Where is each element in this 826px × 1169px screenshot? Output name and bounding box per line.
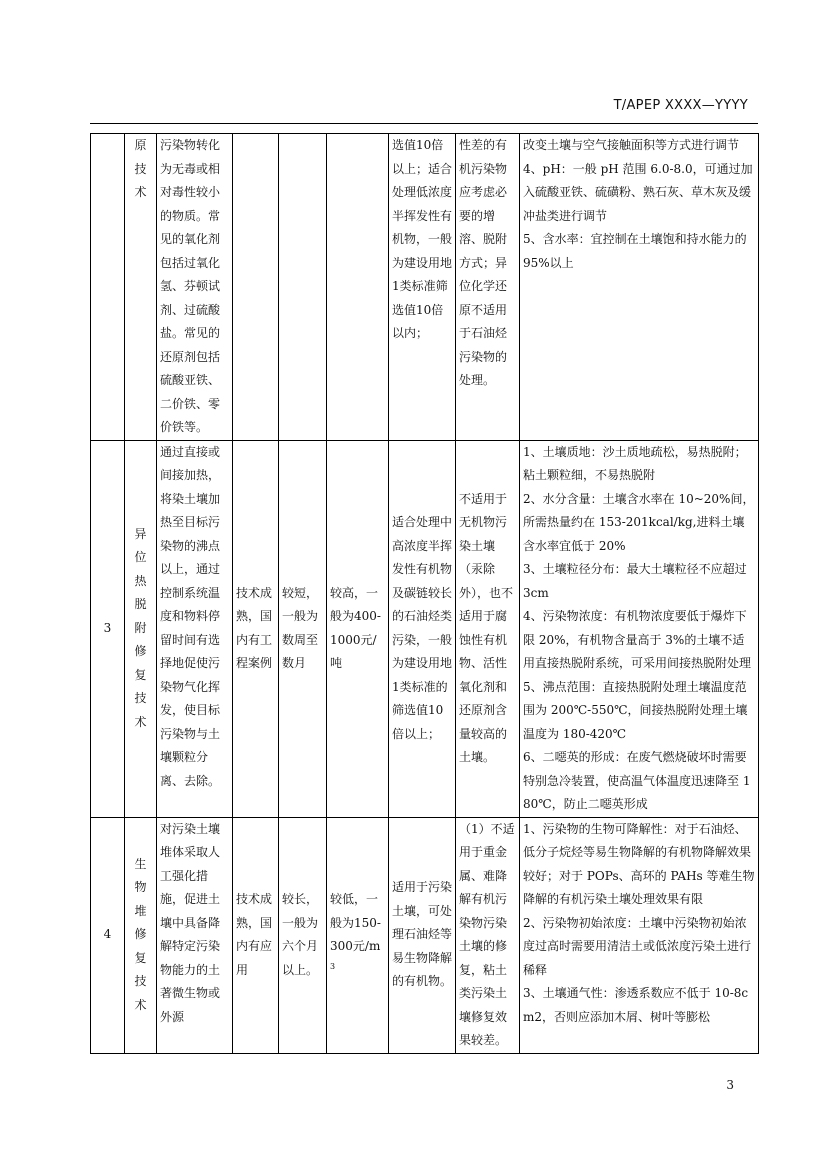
period-cell: 较长，一般为六个月以上。 — [279, 817, 327, 1053]
row-number: 3 — [91, 440, 125, 817]
table-row — [91, 440, 759, 817]
cost-cell — [327, 817, 389, 1053]
key-param-line: 改变土壤与空气接触面积等方式进行调节 — [523, 138, 740, 152]
cost-cell: 较高，一般为400-1000元/吨 — [327, 440, 389, 817]
key-param-line: 1、土壤质地：沙土质地疏松，易热脱附；粘土颗粒细，不易热脱附 — [523, 444, 747, 482]
applicable-cell: 适用于污染土壤，可处理石油烃等易生物降解的有机物。 — [389, 817, 456, 1053]
table-row — [91, 134, 759, 441]
inapplicable-cell: 不适用于无机物污染土壤（汞除外），也不适用于腐蚀性有机物、活性氧化剂和还原剂含量较高的土壤。 — [456, 440, 520, 817]
cost-unit-exponent: 3 — [330, 961, 336, 971]
page-number: 3 — [726, 1078, 734, 1092]
key-param-line: 1、污染物的生物可降解性：对于石油烃、低分子烷烃等易生物降解的有机物降解效果较好；对于 POPs、高环的 PAHs 等难生物降解的有机污染土壤处理效果有限 — [523, 821, 755, 906]
cost-text: 较低，一般为150-300元/m — [330, 892, 381, 953]
key-param-line: 4、pH：一般 pH 范围 6.0-8.0，可通过加入硫酸亚铁、硫磺粉、熟石灰、草木灰及缓冲盐类进行调节 — [523, 161, 753, 223]
technology-name: 原技术 — [134, 138, 147, 199]
technology-table — [90, 133, 759, 1054]
principle-cell: 污染物转化为无毒或相对毒性较小的物质。常见的氧化剂包括过氧化氢、芬顿试剂、过硫酸盐。常见的还原剂包括硫酸亚铁、二价铁、零价铁等。 — [157, 134, 233, 441]
applicable-cell: 适合处理中高浓度半挥发性有机物及碳链较长的石油烃类污染，一般为建设用地1类标准的筛选值10倍以上； — [389, 440, 456, 817]
key-param-line: 3、土壤通气性：渗透系数应不低于 10-8cm2，否则应添加木屑、树叶等膨松 — [523, 986, 749, 1024]
inapplicable-cell: 性差的有机污染物应考虑必要的增溶、脱附方式；异位化学还原不适用于石油烃污染物的处理。 — [456, 134, 520, 441]
table-row — [91, 817, 759, 1053]
key-param-line: 4、污染物浓度：有机物浓度要低于爆炸下限 20%，有机物含量高于 3%的土壤不适用直接热脱附系统，可采用间接热脱附处理 — [523, 609, 752, 670]
key-params-cell — [520, 440, 759, 817]
technology-name: 异位热脱附修复技术 — [134, 526, 147, 729]
key-param-line: 2、污染物初始浓度：土壤中污染物初始浓度过高时需要用清洁土或低浓度污染土进行稀释 — [523, 915, 752, 977]
maturity-cell — [233, 134, 279, 441]
key-param-line: 5、沸点范围：直接热脱附处理土壤温度范围为 200℃-550℃，间接热脱附处理土壤温度为 180-420℃ — [523, 679, 748, 741]
header-rule — [90, 123, 758, 124]
key-params-cell — [520, 134, 759, 441]
key-param-line: 2、水分含量：土壤含水率在 10~20%间，所需热量约在 153-201kcal/kg,进料土壤含水率宜低于 20% — [523, 491, 755, 553]
maturity-cell: 技术成熟，国内有工程案例 — [233, 440, 279, 817]
technology-name: 生物堆修复技术 — [134, 856, 147, 1012]
row-number: 4 — [91, 817, 125, 1053]
inapplicable-cell: （1）不适用于重金属、难降解有机污染物污染土壤的修复，粘土类污染土壤修复效果较差。 — [456, 817, 520, 1053]
key-param-line: 5、含水率：宜控制在土壤饱和持水能力的 95%以上 — [523, 232, 747, 270]
period-cell — [279, 134, 327, 441]
maturity-cell: 技术成熟，国内有应用 — [233, 817, 279, 1053]
key-param-line: 6、二噁英的形成：在废气燃烧破坏时需要特别急冷装置，使高温气体温度迅速降至 180℃，防止二噁英形成 — [523, 750, 751, 811]
principle-cell: 对污染土壤堆体采取人工强化措施，促进土壤中具备降解特定污染物能力的土著微生物或外源 — [157, 817, 233, 1053]
key-param-line: 3、土壤粒径分布：最大土壤粒径不应超过 3cm — [523, 562, 747, 600]
applicable-cell: 选值10倍以上；适合处理低浓度半挥发性有机物，一般为建设用地1类标准筛选值10倍以内； — [389, 134, 456, 441]
key-params-cell — [520, 817, 759, 1053]
document-code: T/APEP XXXX—YYYY — [613, 98, 748, 113]
principle-cell: 通过直接或间接加热，将染土壤加热至目标污染物的沸点以上，通过控制系统温度和物料停留时间有选择地促使污染物气化挥发，使目标污染物与土壤颗粒分离、去除。 — [157, 440, 233, 817]
row-number — [91, 134, 125, 441]
cost-cell — [327, 134, 389, 441]
period-cell: 较短，一般为数周至数月 — [279, 440, 327, 817]
